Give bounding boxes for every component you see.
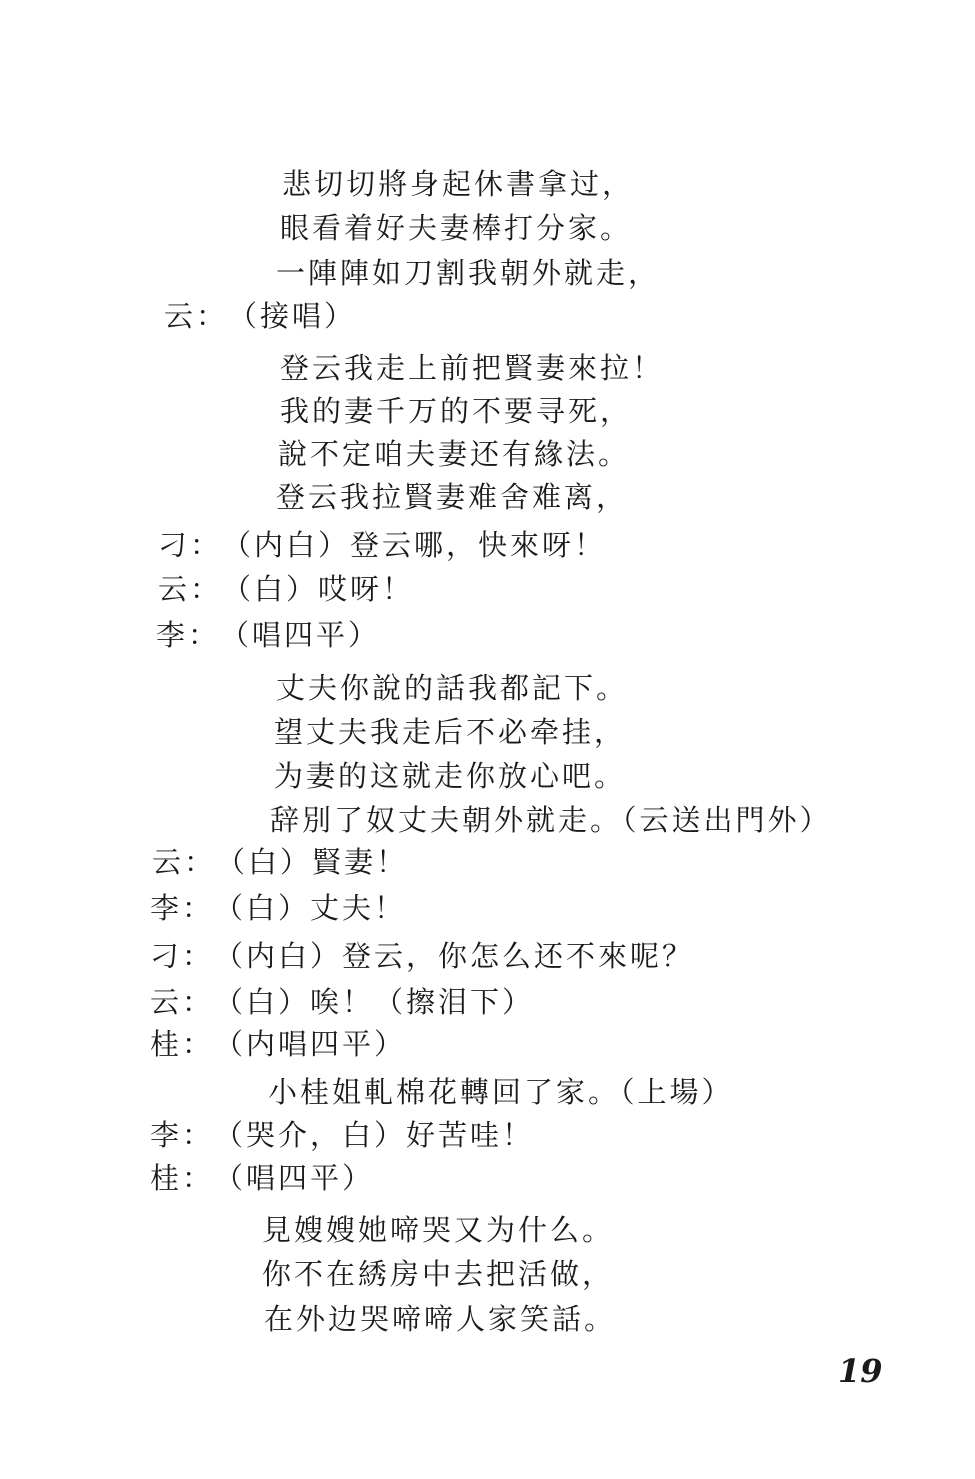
dialogue-line: [158, 569, 414, 609]
dialogue-line: [152, 842, 408, 882]
dialogue-line: [156, 615, 380, 655]
speaker-label: 桂：: [150, 1027, 215, 1061]
stage-direction: （内唱四平）: [214, 1027, 407, 1061]
verse-line: 丈夫你說的話我都記下。: [276, 671, 629, 705]
verse-line: 登云我拉賢妻难舍难离，: [276, 480, 629, 514]
verse-line: 悲切切將身起休書拿过，: [282, 167, 635, 201]
speaker-label: 云：: [150, 985, 215, 1019]
speaker-label: 云：: [152, 845, 217, 879]
dialogue-line: [150, 936, 694, 976]
dialogue-line: [150, 1158, 374, 1198]
verse-line: 一陣陣如刀割我朝外就走，: [276, 256, 661, 290]
dialogue-line: [150, 982, 534, 1022]
dialogue-line: [158, 525, 606, 565]
speaker-label: 桂：: [150, 1161, 215, 1195]
verse-line: 我的妻千万的不要寻死，: [280, 394, 633, 428]
dialogue-text: （哭介，白）好苦哇！: [214, 1118, 535, 1152]
verse-line: 見嫂嫂她啼哭又为什么。: [262, 1213, 615, 1247]
dialogue-line: [164, 296, 356, 336]
dialogue-line: [150, 1024, 406, 1064]
page-number: 19: [838, 1352, 883, 1390]
speaker-label: 刁：: [158, 528, 223, 562]
dialogue-text: （白）哎呀！: [222, 572, 415, 606]
speaker-label: 李：: [150, 1118, 215, 1152]
dialogue-text: （内白）登云，你怎么还不來呢？: [214, 939, 695, 973]
stage-direction: （唱四平）: [214, 1161, 375, 1195]
speaker-label: 刁：: [150, 939, 215, 973]
dialogue-text: （白）唉！（擦泪下）: [214, 985, 535, 1019]
speaker-label: 李：: [156, 618, 221, 652]
dialogue-text: （白）丈夫！: [214, 891, 407, 925]
dialogue-text: （内白）登云哪，快來呀！: [222, 528, 607, 562]
stage-direction: （接唱）: [228, 299, 357, 333]
verse-line: 登云我走上前把賢妻來拉！: [280, 351, 665, 385]
speaker-label: 云：: [158, 572, 223, 606]
verse-line: 辞別了奴丈夫朝外就走。（云送出門外）: [270, 803, 832, 837]
speaker-label: 云：: [164, 299, 229, 333]
verse-line: 望丈夫我走后不必牵挂，: [274, 715, 627, 749]
verse-line: 为妻的这就走你放心吧。: [274, 759, 627, 793]
dialogue-line: [150, 1115, 534, 1155]
speaker-label: 李：: [150, 891, 215, 925]
dialogue-text: （白）賢妻！: [216, 845, 409, 879]
verse-line: 你不在綉房中去把活做，: [262, 1257, 615, 1291]
stage-direction: （唱四平）: [220, 618, 381, 652]
verse-line: 小桂姐軋棉花轉回了家。（上場）: [268, 1075, 734, 1109]
verse-line: 在外边哭啼啼人家笑話。: [264, 1302, 617, 1336]
dialogue-line: [150, 888, 406, 928]
verse-line: 眼看着好夫妻棒打分家。: [280, 211, 633, 245]
verse-line: 說不定咱夫妻还有緣法。: [278, 437, 631, 471]
